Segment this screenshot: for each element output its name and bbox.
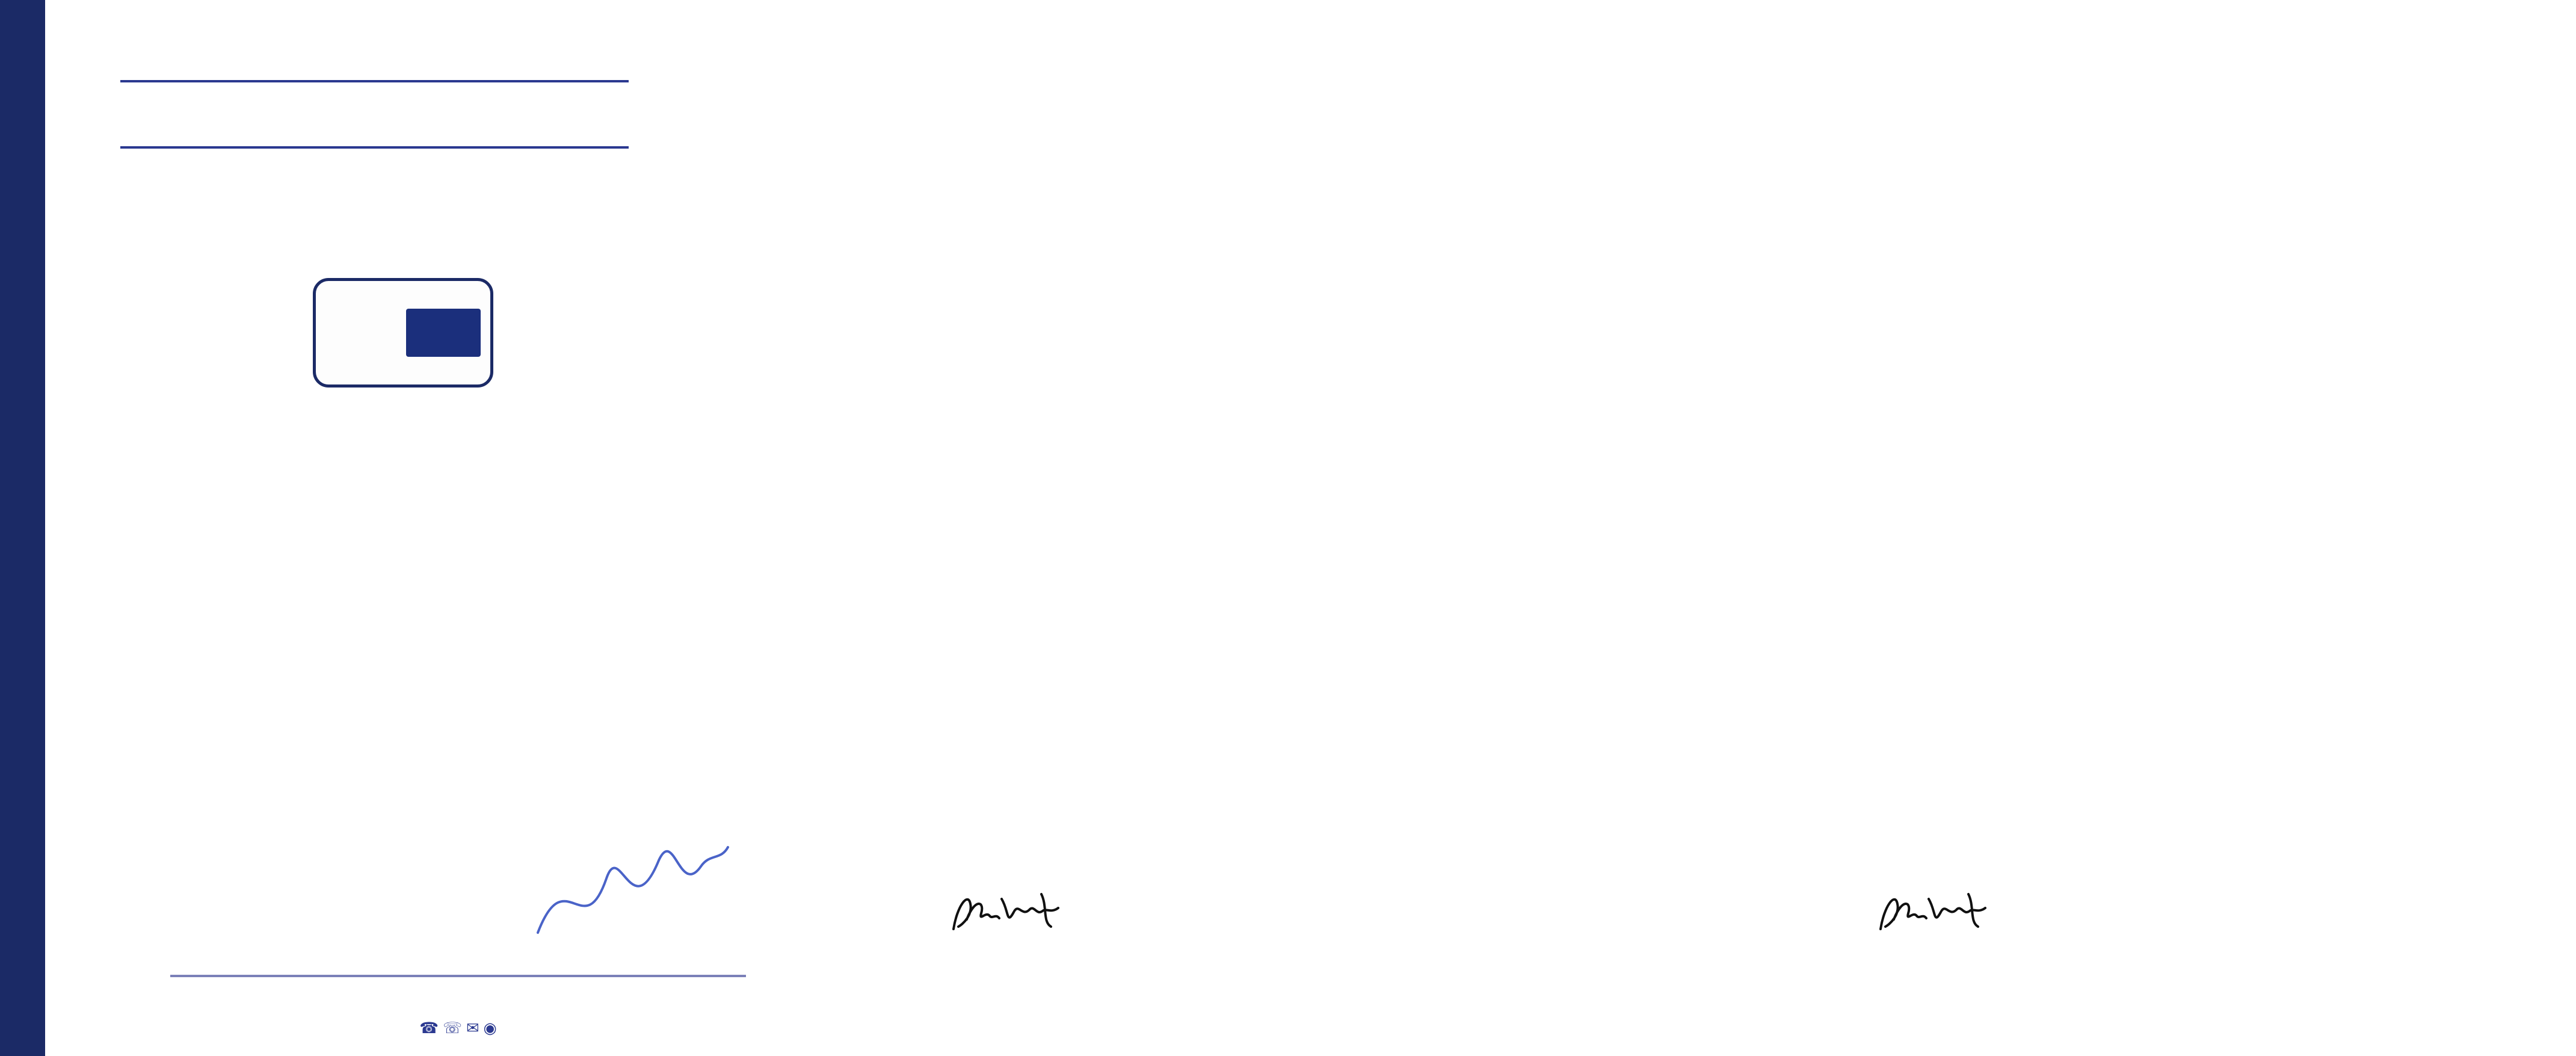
footer-contacts	[170, 1019, 746, 1037]
confirms-label	[891, 315, 1162, 338]
signature	[945, 886, 1089, 941]
fax-icon: ☏	[443, 1020, 467, 1037]
multilingual-certificate-sidebar	[0, 0, 45, 1056]
title-rule-bottom	[120, 146, 629, 149]
type-approved-mark	[313, 278, 493, 388]
signature	[1872, 886, 2017, 941]
ul-watermark-pattern	[747, 0, 1662, 1056]
email-icon: ✉	[466, 1020, 484, 1037]
title-rule-top	[120, 80, 629, 82]
approver-signature	[529, 824, 734, 945]
footer-rule	[170, 975, 746, 977]
phone-icon: ☎	[419, 1020, 443, 1037]
globe-icon: ◉	[483, 1020, 497, 1037]
ul-watermark-pattern	[1662, 0, 2576, 1056]
ecm-certificate-page	[0, 0, 746, 1056]
ul-certificate-page-1	[747, 0, 1662, 1056]
type-approved-badge	[406, 309, 481, 357]
ul-certificate-page-4	[1662, 0, 2576, 1056]
